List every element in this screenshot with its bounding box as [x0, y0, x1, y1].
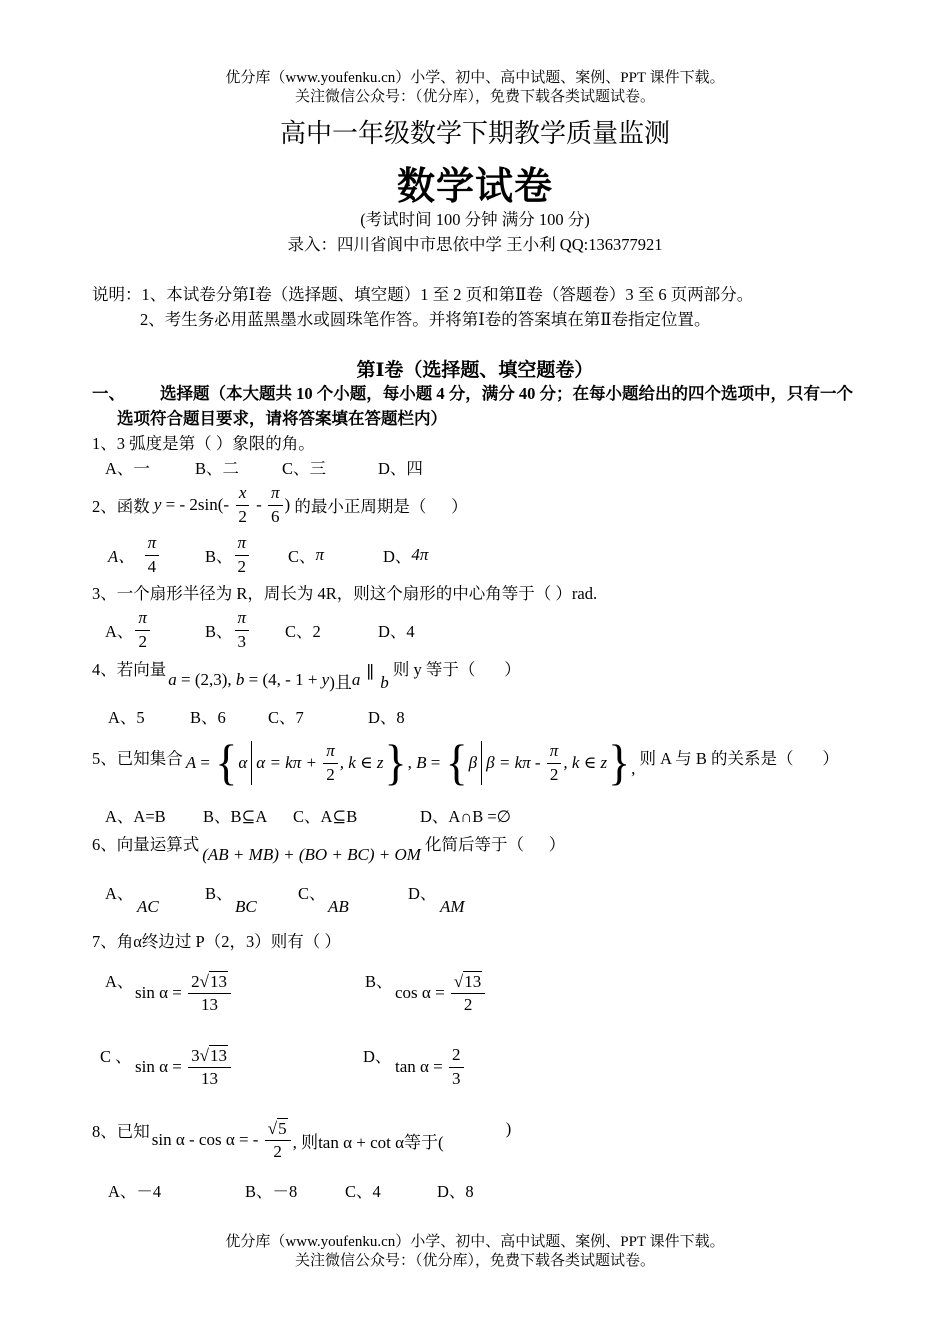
option-value: [143, 533, 162, 576]
formula-part: =: [196, 753, 215, 772]
fraction-denominator: 2: [326, 764, 335, 784]
sqrt-symbol: √: [267, 1118, 278, 1138]
q4-stem-suffix: 则 y 等于（ ）: [388, 660, 521, 679]
fraction-denominator: 4: [147, 556, 157, 576]
formula-separator: ,: [407, 753, 417, 772]
fraction-numerator: π: [135, 608, 150, 630]
fraction-numerator: π: [323, 741, 338, 763]
set-b-condition: β = kπ -: [486, 753, 545, 772]
fraction-denominator: 13: [201, 1069, 219, 1088]
vector-a: a: [168, 670, 177, 689]
fraction-numerator: [451, 971, 485, 994]
fraction-numerator: [188, 971, 231, 994]
option-value: [233, 608, 252, 651]
option-fraction: [188, 1045, 231, 1089]
fraction-numerator: π: [268, 483, 283, 505]
set-builder-bar: [251, 741, 252, 785]
close-brace: }: [384, 734, 407, 790]
option-fraction: [135, 608, 150, 651]
set-b-tail: , k ∈ z: [563, 753, 608, 772]
option-value: [133, 608, 152, 651]
option-fraction: [188, 971, 231, 1015]
option-value: 4π: [411, 545, 429, 564]
option-fraction: [145, 533, 160, 576]
q5-stem-suffix: 则 A 与 B 的关系是（ ）: [635, 749, 839, 768]
set-b-name: B: [416, 753, 427, 772]
variable-y: y: [321, 670, 330, 689]
fraction-numerator: x: [236, 483, 250, 505]
trig-function: sin α =: [135, 1057, 187, 1076]
fraction-denominator: 2: [463, 995, 473, 1014]
fraction-denominator: 2: [237, 556, 247, 576]
formula-part: )且: [329, 672, 352, 692]
vector-b: b: [235, 670, 245, 689]
q2-formula-close: ): [284, 495, 291, 514]
fraction-numerator: [265, 1118, 291, 1141]
q8-fraction: [265, 1118, 291, 1162]
fraction-denominator: 6: [271, 506, 280, 526]
q2-formula-expr: = - 2sin(-: [161, 495, 234, 514]
fraction-denominator: 2: [549, 764, 559, 784]
q2-formula-var: y: [153, 495, 162, 514]
option-label: C 、: [100, 1047, 132, 1066]
q2-stem-prefix: 2、函数: [92, 497, 154, 516]
set-b-fraction: [547, 741, 562, 784]
fraction-denominator: 3: [452, 1068, 461, 1088]
trig-function: tan α =: [395, 1057, 448, 1076]
fraction-denominator: 2: [273, 1142, 282, 1161]
sqrt-symbol: √: [199, 1045, 209, 1065]
option-fraction: [235, 533, 250, 576]
option-label: B、: [205, 622, 233, 641]
q5-stem-prefix: 5、已知集合: [92, 749, 183, 768]
q8-formula: [152, 1118, 444, 1162]
formula-rest: , 则tan α + cot α等于(: [292, 1132, 444, 1152]
option-label: A、: [105, 622, 134, 641]
option-formula: [135, 1045, 233, 1089]
fraction-denominator: 2: [138, 631, 147, 651]
option-formula: [395, 1045, 466, 1088]
option-label: A、: [105, 972, 134, 991]
formula-lhs: sin α - cos α = -: [151, 1130, 263, 1149]
parallel-symbol: ∥: [366, 663, 375, 682]
q6-vector-expression: (AB + MB) + (BO + BC) + OM: [202, 845, 421, 864]
radicand: 13: [209, 1045, 227, 1065]
option-label: B、: [365, 972, 393, 991]
radicand: 5: [278, 1118, 287, 1138]
close-brace: }: [608, 734, 631, 790]
q4-stem-prefix: 4、若向量: [92, 660, 167, 679]
set-b-var: β: [468, 753, 478, 772]
fraction-numerator: π: [235, 608, 250, 630]
q2-fraction-x-over-2: [235, 483, 250, 526]
q2-formula: [154, 483, 290, 526]
fraction-numerator: π: [145, 533, 160, 555]
sqrt-symbol: √: [453, 971, 464, 991]
set-a-condition: α = kπ +: [256, 753, 322, 772]
option-fraction: [449, 1045, 464, 1088]
q2-stem-suffix: 的最小正周期是（ ）: [290, 497, 468, 516]
open-brace: {: [445, 734, 468, 790]
q5-formula: [185, 734, 636, 790]
formula-end: ,: [631, 759, 636, 778]
coefficient: 2: [191, 971, 200, 991]
option-formula: [395, 971, 487, 1015]
option-value: [233, 533, 252, 576]
option-label: C、: [288, 547, 316, 566]
option-label: D、: [363, 1047, 392, 1066]
q6-stem-suffix: 化简后等于（ ）: [420, 835, 566, 854]
set-a-tail: , k ∈ z: [339, 753, 384, 772]
set-a-var: α: [238, 753, 248, 772]
vector-b: b: [380, 673, 389, 692]
q8-stem-prefix: 8、已知: [92, 1122, 150, 1141]
option-label: D、: [383, 547, 412, 566]
set-builder-bar: [481, 741, 482, 785]
q4-formula: [168, 668, 360, 693]
option-fraction: [235, 608, 250, 651]
q2-fraction-pi-over-6: [268, 483, 283, 526]
fraction-numerator: π: [235, 533, 250, 555]
radicand: 13: [209, 971, 227, 991]
open-brace: {: [215, 734, 238, 790]
formula-part: =: [426, 753, 445, 772]
formula-part: = (2,3),: [176, 670, 236, 689]
fraction-denominator: 2: [238, 506, 247, 526]
option-label: A、: [108, 547, 135, 566]
fraction-denominator: 3: [237, 631, 247, 651]
fraction-denominator: 13: [201, 995, 219, 1014]
fraction-numerator: [188, 1045, 231, 1068]
fraction-numerator: 2: [449, 1045, 464, 1067]
option-label: B、: [205, 547, 233, 566]
fraction-numerator: π: [547, 741, 562, 763]
radicand: 13: [464, 971, 482, 991]
sqrt-symbol: √: [199, 971, 209, 991]
q6-stem-prefix: 6、向量运算式: [92, 835, 200, 854]
q2-formula-op: -: [251, 495, 267, 514]
set-a-fraction: [323, 741, 338, 784]
trig-function: cos α =: [395, 983, 449, 1002]
q8-stem-suffix: ): [505, 1119, 512, 1138]
set-a-name: A: [185, 753, 197, 772]
option-value: π: [315, 545, 325, 564]
option-formula: [135, 971, 233, 1015]
formula-part: = (4, - 1 +: [244, 670, 322, 689]
option-fraction: [451, 971, 485, 1015]
trig-function: sin α =: [135, 983, 187, 1002]
vector-a: a: [351, 670, 361, 689]
coefficient: 3: [191, 1045, 200, 1065]
